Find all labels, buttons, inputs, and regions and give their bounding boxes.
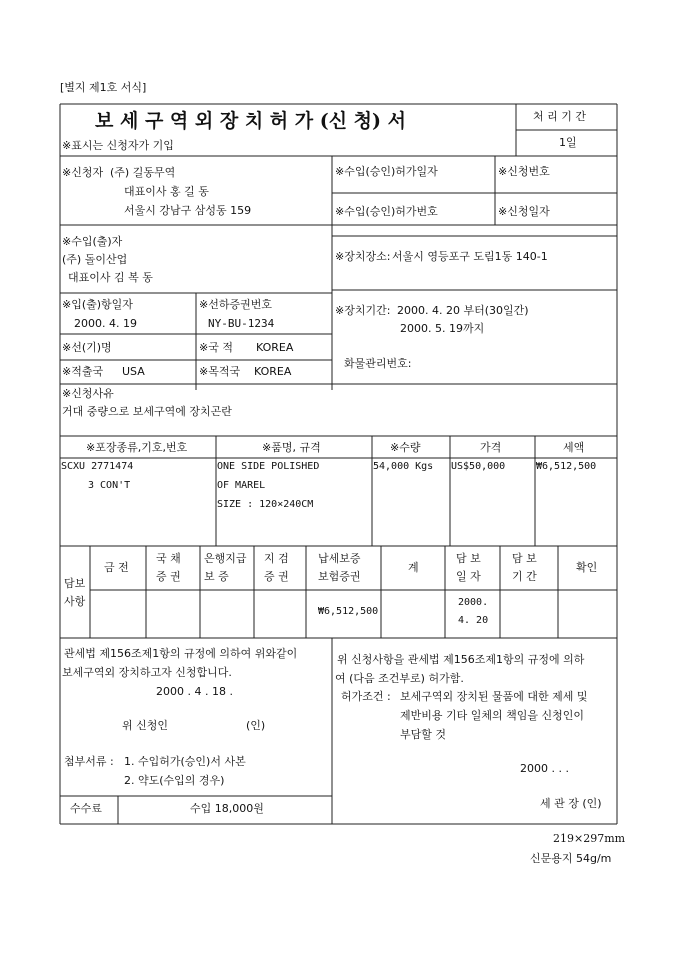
applicant-address: 서울시 강남구 삼성동 159 bbox=[124, 204, 252, 217]
reason-value: 거대 중량으로 보세구역에 장치곤란 bbox=[62, 405, 232, 418]
attachment-item-2: 2. 약도(수입의 경우) bbox=[124, 774, 225, 787]
collateral-label-line2: 사항 bbox=[64, 595, 86, 608]
destination-label: ※목적국 bbox=[199, 365, 241, 378]
goods-header-package: ※포장종류,기호,번호 bbox=[86, 441, 188, 454]
goods-header-price: 가격 bbox=[480, 441, 502, 454]
storage-place-value: 서울시 영등포구 도림1동 140-1 bbox=[392, 250, 548, 263]
collateral-header-date-line2: 일 자 bbox=[456, 570, 481, 583]
declaration-date: 2000 . 4 . 18 . bbox=[156, 685, 233, 698]
insurance-value: ₩6,512,500 bbox=[318, 606, 379, 617]
storage-period-label: ※장치기간: bbox=[335, 304, 391, 317]
item-name-line3: SIZE : 120×240CM bbox=[217, 499, 314, 510]
destination-value: KOREA bbox=[254, 365, 292, 378]
collateral-header-inspection-line1: 지 검 bbox=[264, 552, 289, 565]
storage-place-label: ※장치장소: bbox=[335, 250, 391, 263]
approval-date: 2000 . . . bbox=[520, 762, 569, 775]
declaration-line2: 보세구역외 장치하고자 신청합니다. bbox=[62, 666, 232, 679]
importer-representative: 대표이사 김 복 동 bbox=[68, 271, 153, 284]
collateral-date-line1: 2000. bbox=[458, 597, 489, 608]
entry-date-label: ※입(출)항일자 bbox=[62, 298, 133, 311]
approval-line1: 위 신청사항을 관세법 제156조제1항의 규정에 의하 bbox=[337, 653, 585, 666]
collateral-header-bond-line2: 증 권 bbox=[156, 570, 181, 583]
entry-date-value: 2000. 4. 19 bbox=[74, 317, 137, 330]
loading-country-label: ※적출국 bbox=[62, 365, 104, 378]
applicant-representative: 대표이사 홍 길 동 bbox=[124, 185, 209, 198]
approval-condition-line1: 보세구역외 장치된 물품에 대한 제세 및 bbox=[400, 690, 588, 703]
importer-company: (주) 돌이산업 bbox=[62, 253, 128, 266]
approval-line2: 여 (다음 조건부로) 허가함. bbox=[335, 672, 464, 685]
collateral-label-line1: 담보 bbox=[64, 577, 86, 590]
item-name-line2: OF MAREL bbox=[217, 480, 266, 491]
applicant-signature-label: 위 신청인 bbox=[122, 719, 169, 732]
collateral-header-total: 계 bbox=[408, 561, 419, 574]
approval-condition-line3: 부담할 것 bbox=[400, 728, 447, 741]
item-name-line1: ONE SIDE POLISHED bbox=[217, 461, 320, 472]
processing-period-label: 처 리 기 간 bbox=[533, 110, 586, 123]
request-date-label: ※신청일자 bbox=[498, 205, 550, 218]
collateral-header-confirm: 확인 bbox=[576, 561, 598, 574]
form-number-label: [별지 제1호 서식] bbox=[60, 81, 147, 94]
applicant-seal: (인) bbox=[246, 719, 266, 732]
collateral-date-line2: 4. 20 bbox=[458, 615, 489, 626]
paper-size: 219×297mm bbox=[553, 832, 626, 845]
package-marks-line2: 3 CON'T bbox=[88, 480, 131, 491]
storage-period-line2: 2000. 5. 19까지 bbox=[400, 322, 485, 335]
price-value: US$50,000 bbox=[451, 461, 506, 472]
nationality-label: ※국 적 bbox=[199, 341, 233, 354]
bl-number-label: ※선하증권번호 bbox=[199, 298, 272, 311]
applicant-label: ※신청자 bbox=[62, 166, 104, 179]
page-title: 보 세 구 역 외 장 치 허 가 (신 청) 서 bbox=[95, 110, 406, 132]
request-number-label: ※신청번호 bbox=[498, 165, 550, 178]
approval-condition-label: 허가조건 : bbox=[341, 690, 391, 703]
bl-number-value: NY-BU-1234 bbox=[208, 317, 275, 330]
customs-chief-seal: 세 관 장 (인) bbox=[540, 797, 602, 810]
goods-header-item: ※품명, 규격 bbox=[262, 441, 321, 454]
collateral-header-bank-line2: 보 증 bbox=[204, 570, 229, 583]
applicant-note: ※표시는 신청자가 기입 bbox=[62, 139, 174, 152]
vessel-label: ※선(기)명 bbox=[62, 341, 112, 354]
permit-number-label: ※수입(승인)허가번호 bbox=[335, 205, 438, 218]
collateral-header-cash: 금 전 bbox=[104, 561, 129, 574]
approval-condition-line2: 제반비용 기타 일체의 책임을 신청인이 bbox=[400, 709, 585, 722]
goods-header-tax: 세액 bbox=[563, 441, 585, 454]
collateral-header-inspection-line2: 증 권 bbox=[264, 570, 289, 583]
declaration-line1: 관세법 제156조제1항의 규정에 의하여 위와같이 bbox=[64, 647, 298, 660]
collateral-header-insurance-line2: 보험증권 bbox=[318, 570, 361, 583]
processing-period-value: 1일 bbox=[559, 136, 577, 149]
applicant-company: (주) 길동무역 bbox=[110, 166, 176, 179]
fee-label: 수수료 bbox=[70, 802, 102, 815]
importer-label: ※수입(출)자 bbox=[62, 235, 123, 248]
nationality-value: KOREA bbox=[256, 341, 294, 354]
collateral-header-date-line1: 담 보 bbox=[456, 552, 481, 565]
permit-date-label: ※수입(승인)허가일자 bbox=[335, 165, 438, 178]
collateral-header-bond-line1: 국 채 bbox=[156, 552, 181, 565]
goods-header-quantity: ※수량 bbox=[390, 441, 421, 454]
cargo-number-label: 화물관리번호: bbox=[344, 357, 412, 370]
storage-period-line1: 2000. 4. 20 부터(30일간) bbox=[397, 304, 529, 317]
collateral-header-period-line1: 담 보 bbox=[512, 552, 537, 565]
tax-value: ₩6,512,500 bbox=[536, 461, 597, 472]
reason-label: ※신청사유 bbox=[62, 387, 114, 400]
quantity-value: 54,000 Kgs bbox=[373, 461, 434, 472]
package-marks-line1: SCXU 2771474 bbox=[61, 461, 134, 472]
attachments-label: 첨부서류 : bbox=[64, 755, 114, 768]
attachment-item-1: 1. 수입허가(승인)서 사본 bbox=[124, 755, 246, 768]
collateral-header-bank-line1: 은행지급 bbox=[204, 552, 247, 565]
paper-spec: 신문용지 54g/m bbox=[530, 852, 612, 865]
fee-value: 수입 18,000원 bbox=[190, 802, 264, 815]
collateral-header-insurance-line1: 납세보증 bbox=[318, 552, 361, 565]
collateral-header-period-line2: 기 간 bbox=[512, 570, 537, 583]
loading-country-value: USA bbox=[122, 365, 145, 378]
